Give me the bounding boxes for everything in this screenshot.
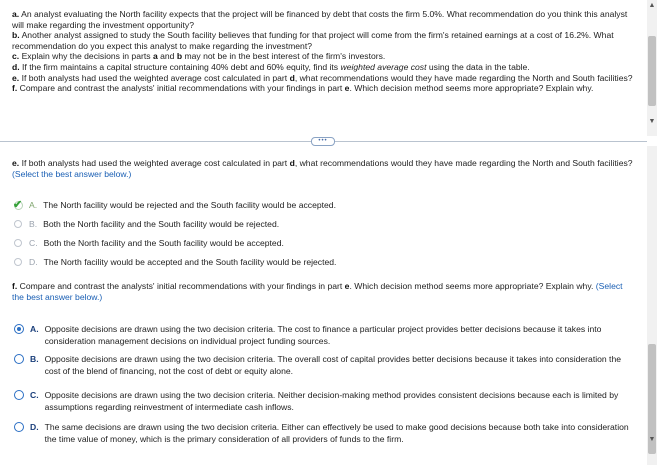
part-f-option-a[interactable]: A. Opposite decisions are drawn using the two decision criteria. The cost to finance a particular project provides better decisions because it takes into consideration management decisions on individual project funding sources. — [14, 323, 631, 347]
part-c-text: c. Explain why the decisions in parts a and b may not be in the best interest of the firm's investors. — [12, 51, 386, 62]
part-f-option-b[interactable]: B. Opposite decisions are drawn using the two decision criteria. The overall cost of capital provides better decisions because it takes into consideration the cost of the blend of financing, not the cost of debt or equity alone. — [14, 353, 631, 377]
radio-icon[interactable] — [14, 220, 22, 228]
radio-icon[interactable] — [14, 354, 24, 364]
top-scroll-thumb[interactable] — [648, 36, 656, 106]
problem-statement-panel — [0, 0, 647, 136]
radio-icon[interactable] — [14, 422, 24, 432]
bottom-scrollbar[interactable] — [647, 146, 657, 465]
top-scrollbar[interactable] — [647, 0, 657, 136]
part-d-text: d. If the firm maintains a capital structure containing 40% debt and 60% equity, find its weighted average cost using the data in the table. — [12, 61, 530, 72]
correct-check-icon: ✔ — [13, 198, 23, 211]
part-f-option-d[interactable]: D. The same decisions are drawn using the two decision criteria. Either can effectively be used to make good decisions because both take into consideration the time value of money, which is the primary consideration of all providers of funds to the firm. — [14, 421, 631, 445]
part-e-option-c[interactable]: C. Both the North facility and the South facility would be accepted. — [14, 237, 284, 249]
radio-selected-icon[interactable] — [14, 324, 24, 334]
radio-icon[interactable] — [14, 258, 22, 266]
radio-icon[interactable] — [14, 239, 22, 247]
scroll-down-icon[interactable]: ▼ — [648, 436, 656, 443]
part-f-text: f. Compare and contrast the analysts' initial recommendations with your findings in part e. Which decision method seems more appropriate? Explain why. — [12, 83, 594, 94]
part-e-question: e. If both analysts had used the weighted average cost calculated in part d, what recommendations would they have made regarding the North and South facilities? (Select the best answer below.) — [12, 158, 633, 179]
part-e-text: e. If both analysts had used the weighted average cost calculated in part d, what recommendations would they have made regarding the North and South facilities? — [12, 72, 633, 83]
part-e-option-d[interactable]: D. The North facility would be accepted and the South facility would be rejected. — [14, 256, 336, 268]
part-a-text: a. An analyst evaluating the North facility expects that the project will be financed by debt that costs the firm 5.0%. What recommendation do you think this analyst will make regarding the investment opportunity? — [12, 9, 628, 30]
scroll-up-icon[interactable]: ▲ — [648, 2, 656, 9]
scroll-down-icon[interactable]: ▼ — [648, 118, 656, 125]
radio-icon[interactable] — [14, 390, 24, 400]
answer-panel — [0, 146, 647, 465]
part-b-text: b. Another analyst assigned to study the South facility believes that funding for that project will come from the firm's retained earnings at a cost of 16.2%. What recommendation do you expect this analyst to make regarding the investment? — [12, 30, 614, 51]
resize-handle[interactable]: ••• — [311, 137, 335, 146]
part-e-option-b[interactable]: B. Both the North facility and the South facility would be rejected. — [14, 218, 279, 230]
part-e-option-a[interactable]: ✔ A. The North facility would be rejected and the South facility would be accepted. — [13, 198, 336, 211]
part-f-question: f. Compare and contrast the analysts' initial recommendations with your findings in part e. Which decision method seems more appropriate? Explain why. (Select the best answer below.) — [12, 281, 623, 302]
part-f-option-c[interactable]: C. Opposite decisions are drawn using the two decision criteria. Neither decision-making method provides consistent decisions because each is limited by assumptions regarding reinvestment of intermediate cash inflows. — [14, 389, 631, 413]
